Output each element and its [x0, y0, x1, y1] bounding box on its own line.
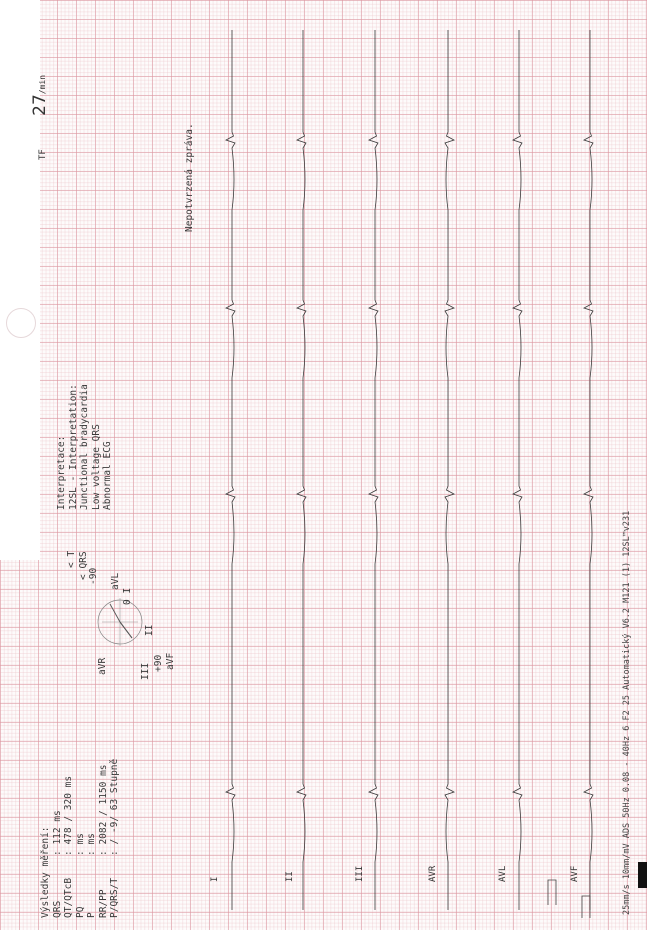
axis-label-ii: II	[144, 624, 155, 636]
interpretation-heading: Interpretace:	[56, 435, 67, 510]
axis-label-plus90: +90	[153, 654, 164, 672]
measurement-row: P: ms	[86, 833, 97, 918]
axis-label-avl: aVL	[110, 572, 121, 590]
legend-qrs: < QRS	[78, 551, 89, 580]
measurement-row: RR/PP: 2082 / 1150 ms	[97, 764, 109, 918]
measurement-row: P/QRS/T: / -9/ 63 Stupně	[109, 758, 120, 918]
measurement-row: PQ: ms	[74, 833, 86, 918]
ecg-trace-avr	[445, 30, 454, 910]
interpretation-line: Junctional bradycardia	[79, 384, 90, 510]
lead-label-ii: II	[285, 871, 295, 882]
axis-label-avr: aVR	[97, 657, 108, 675]
ecg-trace-i	[226, 30, 235, 910]
heart-rate-value: 27	[30, 94, 50, 116]
calibration-pulse	[582, 896, 590, 918]
interpretation-line: Abnormal ECG	[102, 441, 113, 510]
lead-label-avr: AVR	[428, 865, 438, 882]
lead-label-avl: AVL	[498, 865, 508, 882]
tf-label: TF	[38, 149, 48, 160]
report-status: Nepotvrzená zpráva.	[184, 123, 195, 232]
axis-label-zero-i: 0 I	[122, 587, 133, 605]
measurement-row: QRS: 112 ms	[51, 810, 63, 918]
interpretation-line: Low voltage QRS	[90, 424, 102, 510]
lead-label-i: I	[210, 876, 220, 882]
legend-t: < T	[66, 550, 77, 568]
heart-rate-unit: /min	[38, 74, 47, 95]
ecg-trace-avf	[584, 30, 593, 910]
ecg-trace-iii	[369, 30, 378, 910]
ecg-trace-ii	[297, 30, 306, 910]
interpretation-line: 12SL - Interpretation:	[67, 384, 79, 510]
lead-label-iii: III	[355, 865, 365, 882]
axis-label-avf: aVF	[165, 652, 176, 670]
measurement-row: QT/QTcB: 478 / 320 ms	[63, 775, 74, 918]
footer-settings: 25mm/s 10mm/mV ADS 50Hz 0.08 - 40Hz 6 F2 25 Automatický V6.2 M121 (1) 12SL™v231	[622, 510, 632, 915]
axis-label-iii: III	[140, 662, 151, 680]
measurements-title: Výsledky měření:	[40, 826, 51, 918]
axis-label-minus90: -90	[88, 567, 99, 585]
ecg-trace-avl	[513, 30, 522, 910]
calibration-pulse	[548, 880, 556, 905]
lead-label-avf: AVF	[570, 865, 580, 882]
